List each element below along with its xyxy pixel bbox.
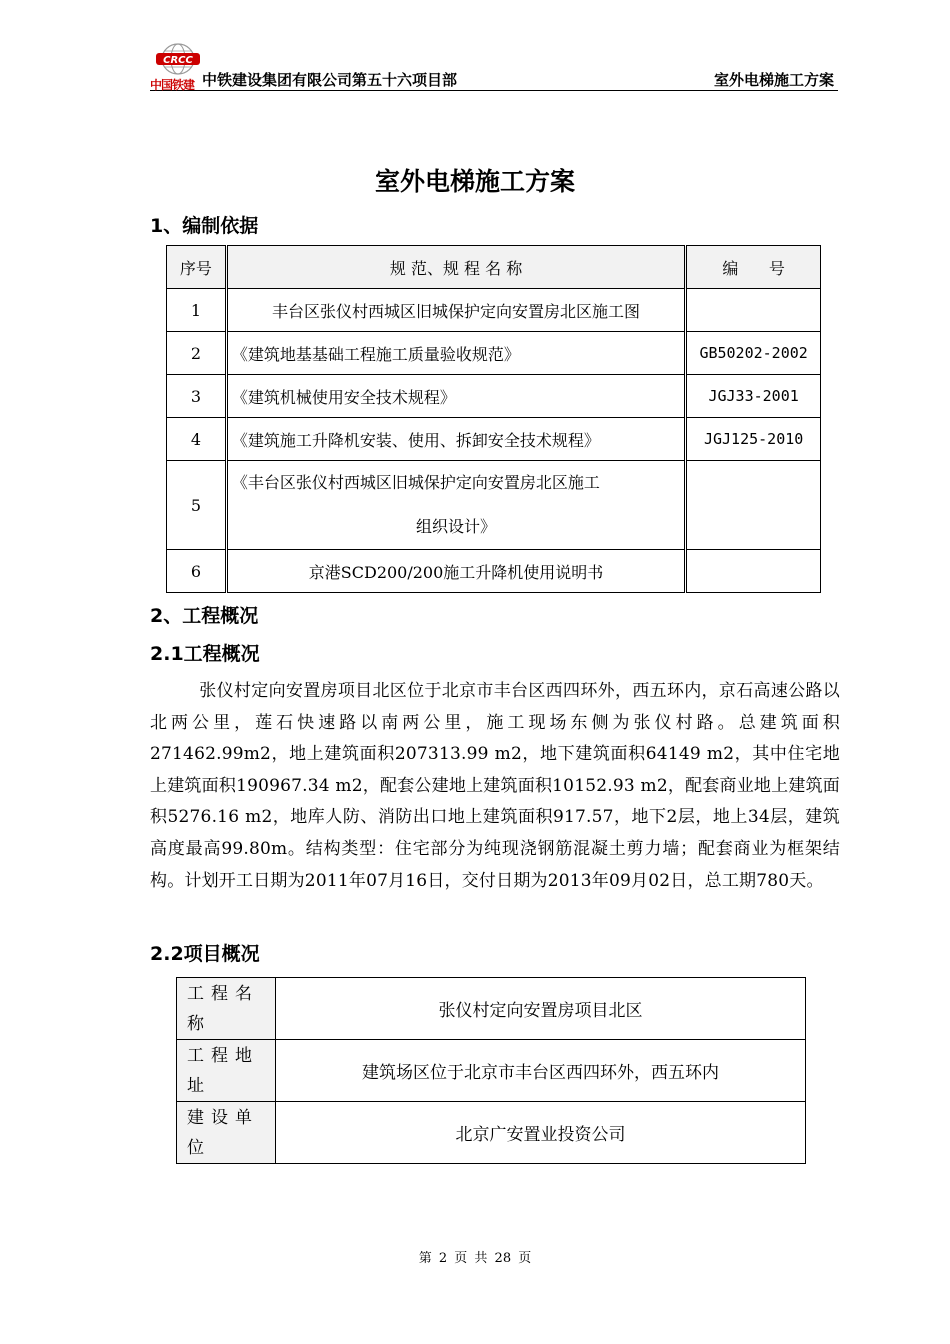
- table-row: [167, 461, 821, 550]
- section-heading-overview: 2、工程概况: [150, 605, 259, 627]
- row-label: 工程地址: [177, 1040, 276, 1102]
- table-row: [177, 1040, 806, 1102]
- table-row: [167, 418, 821, 461]
- row-label: 建设单位: [177, 1102, 276, 1164]
- page-footer: 第 2 页 共 28 页: [418, 1251, 532, 1266]
- row-name-line: 组织设计》: [416, 517, 497, 536]
- row-code: [686, 289, 821, 332]
- svg-text:CRCC: CRCC: [163, 55, 193, 66]
- row-code: JGJ33-2001: [686, 375, 821, 418]
- row-name: [226, 461, 685, 550]
- logo-text: 中国铁建: [150, 78, 195, 92]
- row-value: 张仪村定向安置房项目北区: [276, 978, 806, 1040]
- globe-icon: [154, 42, 202, 76]
- row-name: 《建筑地基基础工程施工质量验收规范》: [226, 332, 685, 375]
- row-number: 4: [167, 418, 227, 461]
- row-code: GB50202-2002: [686, 332, 821, 375]
- standards-table: [166, 245, 821, 593]
- crcc-logo: [150, 40, 208, 90]
- row-number: 5: [167, 461, 227, 550]
- row-code: [686, 550, 821, 593]
- section-heading-basis: 1、编制依据: [150, 215, 259, 237]
- row-name: 《建筑机械使用安全技术规程》: [226, 375, 685, 418]
- table-header-row: [167, 246, 821, 289]
- column-header-code: 编 号: [686, 246, 821, 289]
- company-name: 中铁建设集团有限公司第五十六项目部: [202, 71, 458, 89]
- subsection-heading-project: 2.1工程概况: [150, 643, 260, 665]
- column-header-no: 序号: [167, 246, 227, 289]
- row-number: 3: [167, 375, 227, 418]
- column-header-name: 规 范、规 程 名 称: [226, 246, 685, 289]
- table-row: [167, 375, 821, 418]
- row-value: 北京广安置业投资公司: [276, 1102, 806, 1164]
- document-short-title: 室外电梯施工方案: [713, 71, 834, 89]
- row-number: 1: [167, 289, 227, 332]
- table-row: [177, 1102, 806, 1164]
- row-code: JGJ125-2010: [686, 418, 821, 461]
- page-header: [150, 40, 838, 91]
- table-row: [167, 550, 821, 593]
- table-row: [167, 289, 821, 332]
- page-title: 室外电梯施工方案: [374, 167, 575, 196]
- row-number: 6: [167, 550, 227, 593]
- table-row: [177, 978, 806, 1040]
- table-row: [167, 332, 821, 375]
- row-name: 丰台区张仪村西城区旧城保护定向安置房北区施工图: [226, 289, 685, 332]
- row-name-line: 《丰台区张仪村西城区旧城保护定向安置房北区施工: [231, 473, 600, 492]
- row-name: 《建筑施工升降机安装、使用、拆卸安全技术规程》: [226, 418, 685, 461]
- row-code: [686, 461, 821, 550]
- project-summary-table: [176, 977, 806, 1164]
- row-label: 工程名称: [177, 978, 276, 1040]
- project-description: 张仪村定向安置房项目北区位于北京市丰台区西四环外，西五环内，京石高速公路以北两公里，莲石快速路以南两公里，施工现场东侧为张仪村路。总建筑面积271462.99m2，地上建筑面积207313.99 m2，地下建筑面积64149 m2，其中住宅地上建筑面积190967.34 m2，配套公建地上建筑面积10152.93 m2，配套商业地上建筑面积5276.16 m2，地库人防、消防出口地上建筑面积917.57，地下2层，地上34层，建筑高度最高99.80m。结构类型：住宅部分为纯现浇钢筋混凝土剪力墙；配套商业为框架结构。计划开工日期为2011年07月16日，交付日期为2013年09月02日，总工期780天。: [150, 681, 840, 891]
- row-name: 京港SCD200/200施工升降机使用说明书: [226, 550, 685, 593]
- row-number: 2: [167, 332, 227, 375]
- subsection-heading-summary: 2.2项目概况: [150, 943, 260, 965]
- row-value: 建筑场区位于北京市丰台区西四环外，西五环内: [276, 1040, 806, 1102]
